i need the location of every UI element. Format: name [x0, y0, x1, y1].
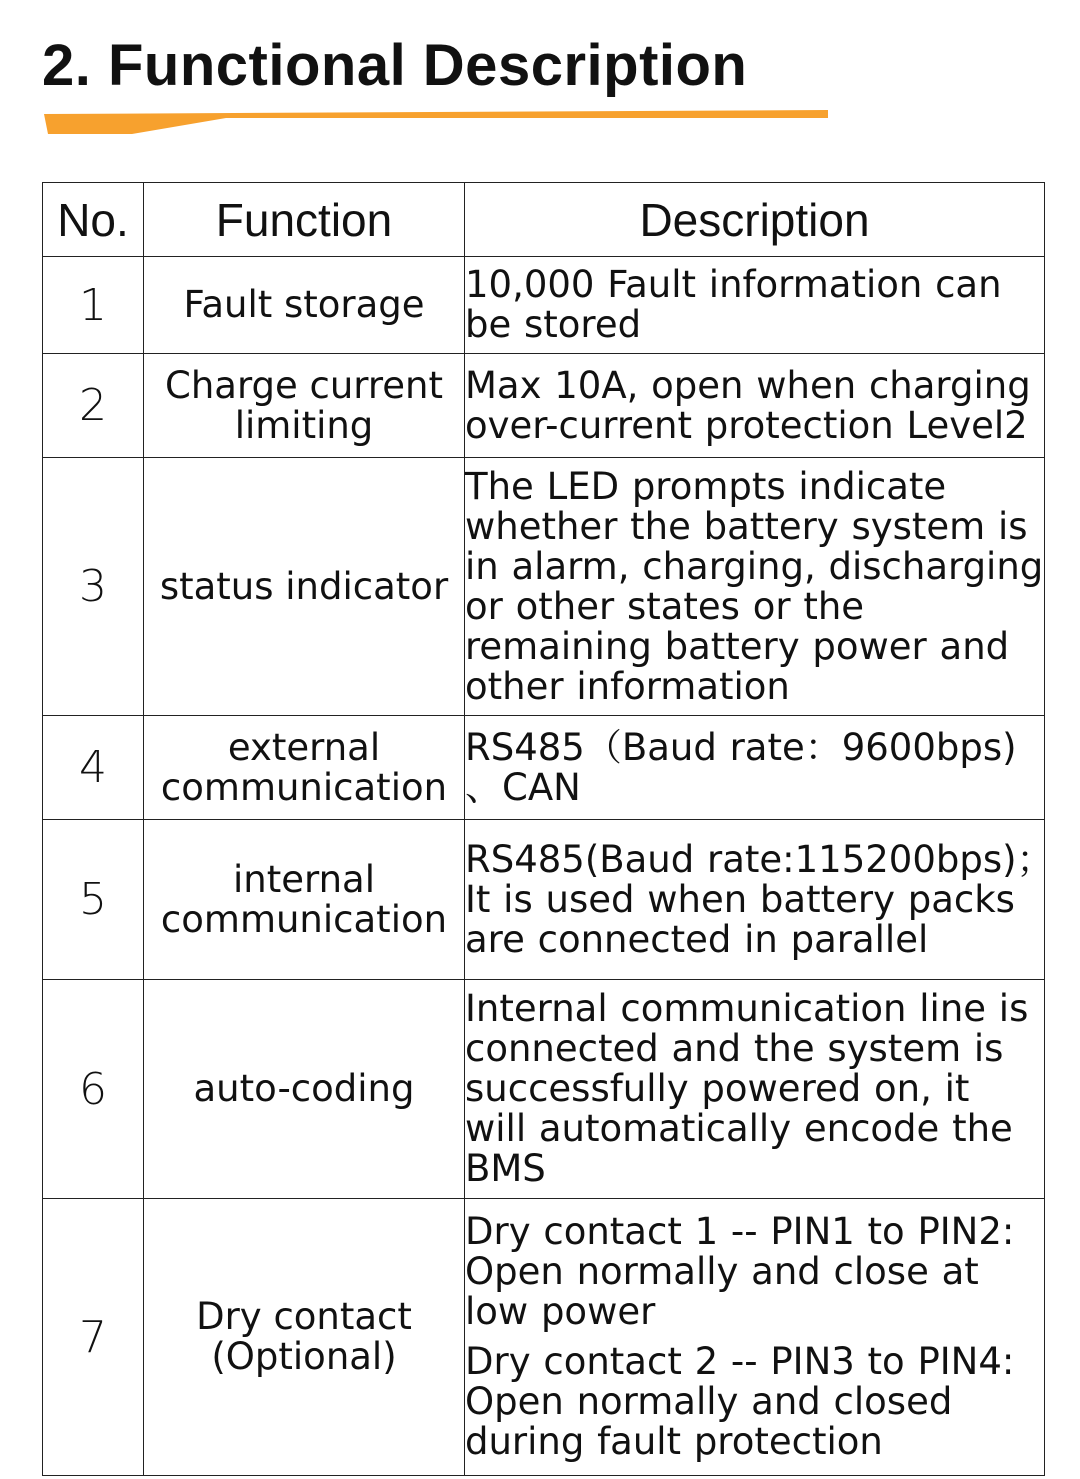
description-cell — [465, 980, 1045, 1199]
function-name — [144, 820, 465, 980]
table-row — [43, 980, 1045, 1199]
function-name — [144, 458, 465, 716]
description-line: The LED prompts indicate — [465, 464, 947, 508]
function-line: external — [227, 725, 381, 769]
function-name — [144, 980, 465, 1199]
description-cell — [465, 257, 1045, 354]
function-line: Charge current — [164, 363, 443, 407]
function-line: internal — [233, 857, 375, 901]
table-header-row — [43, 183, 1045, 257]
function-line: limiting — [234, 403, 374, 447]
description-line: over-current protection Level2 — [465, 403, 1028, 447]
description-cell — [465, 458, 1045, 716]
description-line: low power — [465, 1290, 656, 1333]
function-line: status indicator — [159, 564, 449, 608]
description-line: whether the battery system is — [465, 504, 1028, 548]
description-line: BMS — [465, 1147, 546, 1190]
header-function: Function — [144, 183, 465, 257]
description-line: RS485（Baud rate：9600bps) — [465, 725, 1017, 769]
description-line: other information — [465, 664, 790, 708]
description-line: 10,000 Fault information can — [465, 263, 1002, 306]
function-name — [144, 257, 465, 354]
page-title: 2. Functional Description — [42, 33, 748, 98]
description-cell — [465, 716, 1045, 820]
function-line: Dry contact — [196, 1295, 412, 1338]
description-line: 、CAN — [465, 765, 581, 809]
function-name — [144, 354, 465, 458]
description-line: successfully powered on, it — [465, 1067, 970, 1110]
function-line: auto-coding — [193, 1067, 415, 1110]
description-cell — [465, 354, 1045, 458]
row-number: 5 — [43, 820, 144, 980]
row-number: 6 — [43, 980, 144, 1199]
row-number: 4 — [43, 716, 144, 820]
description-line: connected and the system is — [465, 1027, 1004, 1070]
table-row — [43, 354, 1045, 458]
description-line: will automatically encode the — [465, 1107, 1013, 1150]
description-line: or other states or the — [465, 584, 865, 628]
function-line: (Optional) — [211, 1335, 397, 1378]
description-line: It is used when battery packs — [465, 877, 1015, 921]
row-number: 3 — [43, 458, 144, 716]
description-line: remaining battery power and — [465, 624, 1010, 668]
description-line: Max 10A, open when charging — [465, 363, 1031, 407]
title-underline — [44, 108, 828, 136]
description-line: Open normally and closed — [465, 1380, 953, 1423]
row-number: 7 — [43, 1199, 144, 1476]
table-row — [43, 820, 1045, 980]
function-table — [42, 182, 1054, 1476]
header-description: Description — [465, 183, 1045, 257]
table-row — [43, 257, 1045, 354]
function-name — [144, 716, 465, 820]
description-line: be stored — [465, 303, 642, 346]
function-line: communication — [160, 897, 448, 941]
description-line: RS485(Baud rate:115200bps)； — [465, 837, 1054, 881]
description-line: Open normally and close at — [465, 1250, 979, 1293]
header-no: No. — [43, 183, 144, 257]
description-line: in alarm, charging, discharging — [465, 544, 1044, 588]
table-row — [43, 458, 1045, 716]
description-line: Dry contact 1 -- PIN1 to PIN2: — [465, 1210, 1015, 1253]
function-name — [144, 1199, 465, 1476]
function-line: Fault storage — [183, 283, 425, 326]
table-row — [43, 716, 1045, 820]
title-underline-shape — [44, 110, 828, 134]
description-line: Dry contact 2 -- PIN3 to PIN4: — [465, 1340, 1015, 1383]
description-cell — [465, 1199, 1045, 1476]
row-number: 2 — [43, 354, 144, 458]
row-number: 1 — [43, 257, 144, 354]
description-line: Internal communication line is — [465, 987, 1029, 1030]
description-cell — [465, 820, 1054, 980]
description-line: during fault protection — [465, 1420, 883, 1463]
description-line: are connected in parallel — [465, 917, 929, 961]
table-row — [43, 1199, 1045, 1476]
function-line: communication — [160, 765, 448, 809]
